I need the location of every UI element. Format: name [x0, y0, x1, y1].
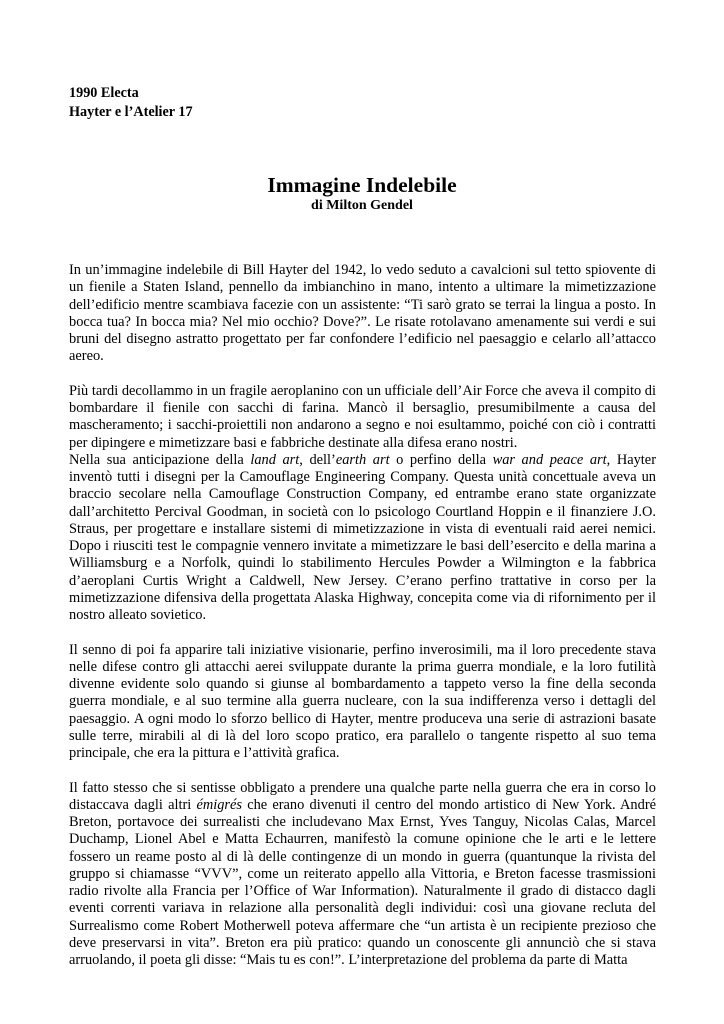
- paragraph-2: Più tardi decollammo in un fragile aeroplanino con un ufficiale dell’Air Force che aveva il compito di bombardare il fienile con sacchi di farina. Mancò il bersaglio, presumibilmente a causa del mascheramento; i sacchi-proiettili non andarono a segno e noi esultammo, poiché con ciò i contratti per dipingere e mimetizzare basi e fabbriche destinate alla difesa erano nostri.: [69, 382, 656, 451]
- term-war-and-peace-art: war and peace art: [492, 451, 607, 468]
- paragraph-3-text-b: , dell’: [299, 451, 336, 468]
- paragraph-5-text-b: che erano divenuti il centro del mondo artistico di New York. André Breton, portavoce dei surrealisti che includevano Max Ernst, Yves Tanguy, Nicolas Calas, Marcel Duchamp, Lionel Abel e Matta Echaurren, manifestò la comune opinione che le arti e le lettere fossero un reame posto al di là delle contingenze di un mondo in guerra (quantunque la rivista del gruppo si chiamasse “VVV”, come un reiterato appello alla Vittoria, e Breton facesse trasmissioni radio rivolte alla Francia per l’Office of War Information). Naturalmente il grado di distacco dagli eventi correnti variava in relazione alla personalità degli individui: così una giovane recluta del Surrealismo come Robert Motherwell poteva affermare che “un artista è un recipiente prezioso che deve preservarsi in vita”. Breton era più pratico: quando un conoscente gli annunciò che si stava arruolando, il poeta gli disse: “Mais tu es con!”. L’interpretazione del problema da parte di Matta: [69, 796, 656, 968]
- paragraph-3: [69, 452, 656, 625]
- article-title: Immagine Indelebile: [267, 173, 457, 197]
- paragraph-3-text-c: o perfino della: [389, 451, 493, 468]
- term-emigres: émigrés: [196, 796, 243, 813]
- paragraph-3-text-d: , Hayter inventò tutti i disegni per la Camouflage Engineering Company. Questa unità concettuale aveva un braccio secolare nella Camouflage Construction Company, ed entrambe erano state organizzate dall’architetto Percival Goodman, in società con lo psicologo Courtland Hoppin e il finanziere J.O. Straus, per progettare e installare sistemi di mimetizzazione in vista di eventuali raid aerei nemici. Dopo i riusciti test le compagnie vennero invitate a mimetizzare le basi dell’esercito e della marina a Williamsburg e a Norfolk, quindi lo stabilimento Hercules Powder a Wilmington e la fabbrica d’aeroplani Curtis Wright a Caldwell, New Jersey. C’erano perfino trattative in corso per la mimetizzazione difensiva della progettata Alaska Highway, concepita come via di rifornimento per il nostro alleato sovietico.: [69, 451, 656, 623]
- term-land-art: land art: [250, 451, 300, 468]
- article-body: [69, 262, 656, 987]
- article-author: di Milton Gendel: [311, 198, 413, 213]
- paragraph-1: In un’immagine indelebile di Bill Hayter del 1942, lo vedo seduto a cavalcioni sul tetto spiovente di un fienile a Staten Island, pennello da imbianchino in mano, intento a ultimare la mimetizzazione dell’edificio mentre scambiava facezie con un assistente: “Ti sarò grato se terrai la lingua a posto. In bocca tua? In bocca mia? Nel mio occhio? Dove?”. Le risate rotolavano amenamente sui verdi e sui bruni del disegno astratto progettato per far confondere l’edificio nel paesaggio e celarlo all’attacco aereo.: [69, 262, 656, 365]
- paragraph-4: Il senno di poi fa apparire tali iniziative visionarie, perfino inverosimili, ma il loro precedente stava nelle difese contro gli attacchi aerei sviluppate durante la prima guerra mondiale, e la loro futilità divenne evidente solo quando si giunse al bombardamento a tappeto verso la fine della seconda guerra mondiale, e al suo termine alla guerra nucleare, con la sua indifferenza verso i dettagli del paesaggio. A ogni modo lo sforzo bellico di Hayter, mentre produceva una serie di astrazioni basate sulle terre, mirabili al di là del loro scopo pratico, era parallelo o tangente rispetto al suo tema principale, che era la pittura e l’attività grafica.: [69, 641, 656, 761]
- paragraph-5-text-a: Il fatto stesso che si sentisse obbligato a prendere una qualche parte nella guerra che era in corso lo distaccava dagli altri: [69, 779, 656, 813]
- publication-title-line: Hayter e l’Atelier 17: [69, 104, 193, 120]
- paragraph-5: [69, 780, 656, 970]
- publisher-line: 1990 Electa: [69, 85, 139, 101]
- term-earth-art: earth art: [335, 451, 390, 468]
- paragraph-3-text-a: Nella sua anticipazione della: [69, 451, 251, 468]
- document-header: [69, 84, 193, 122]
